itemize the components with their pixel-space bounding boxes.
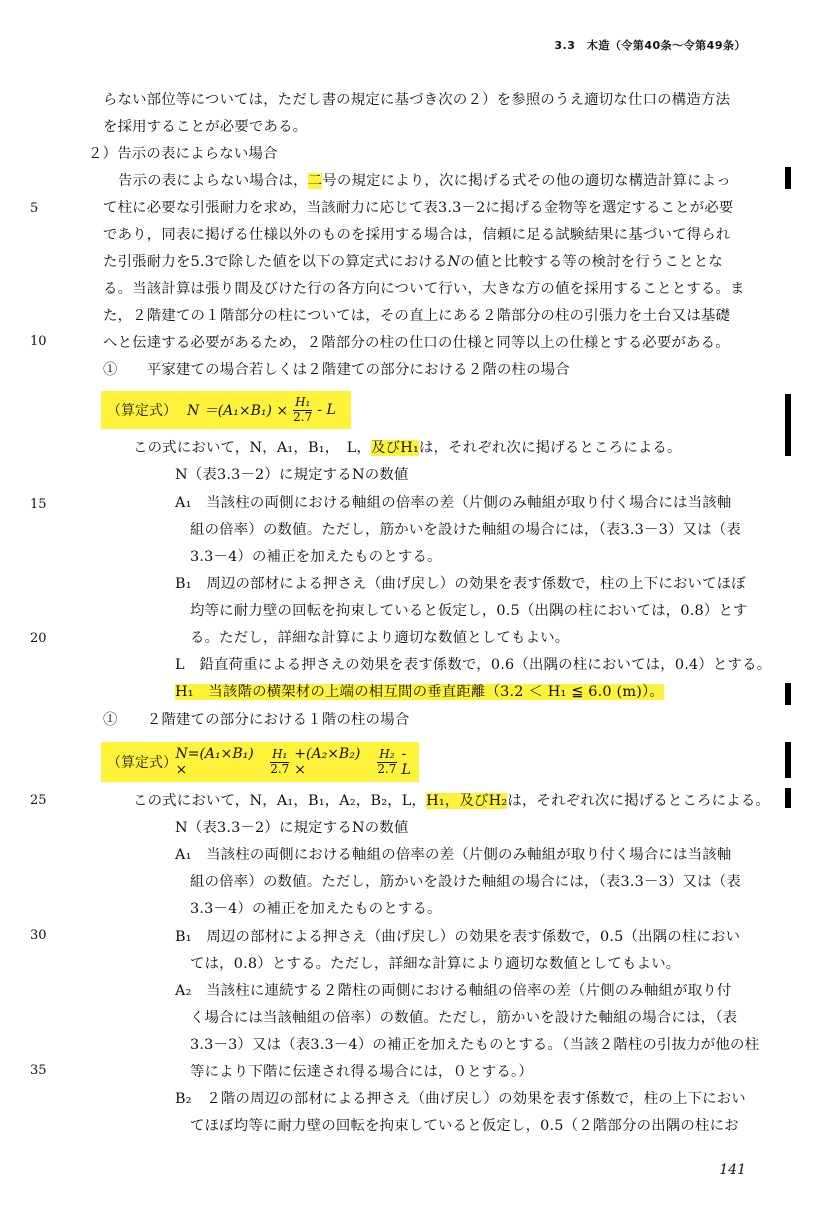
definition-line: 組の倍率）の数値。ただし，筋かいを設けた軸組の場合には，（表3.3－3）又は（表 [190, 874, 741, 890]
revision-bar [785, 394, 791, 456]
formula-lhs: N=(A₁×B₁) × [175, 746, 254, 778]
definition-line: 3.3－4）の補正を加えたものとする。 [190, 901, 442, 917]
formula-label: （算定式） [107, 755, 177, 771]
highlight: H₁ 当該階の横架材の上端の相互間の垂直距離（3.2 ＜ H₁ ≦ 6.0 (m)）。 [175, 684, 664, 700]
definition-line: B₁ 周辺の部材による押さえ（曲げ戻し）の効果を表す係数で，0.5（出隅の柱におい [175, 929, 741, 945]
numerator: H₁ [295, 394, 311, 409]
definition-line: L 鉛直荷重による押さえの効果を表す係数で，0.6（出隅の柱においては，0.4）とする。 [175, 657, 772, 673]
body-line: であり，同表に掲げる仕様以外のものを採用する場合は，信頼に足る試験結果に基づいて得られ [103, 227, 731, 243]
definition-line: 3.3－3）又は（表3.3－4）の補正を加えたものとする。（当該２階柱の引抜力が他の柱 [190, 1037, 760, 1053]
revision-bar [785, 788, 791, 808]
definition-line: ては，0.8）とする。ただし，詳細な計算により適切な数値としてもよい。 [190, 956, 681, 972]
definition-line: A₁ 当該柱の両側における軸組の倍率の差（片側のみ軸組が取り付く場合には当該軸 [175, 847, 732, 863]
formula-middle: +(A₂×B₂) × [294, 746, 361, 778]
text-run: 号の規定により，次に掲げる式その他の適切な構造計算によっ [322, 173, 731, 189]
denominator: 2.7 [270, 761, 290, 776]
fraction [268, 748, 291, 777]
formula-description [133, 794, 770, 808]
page-number: 141 [719, 1162, 746, 1178]
formula-tail: - L [401, 746, 411, 778]
subsection-heading: ２）告示の表によらない場合 [88, 146, 278, 162]
highlight: H₁，及びH₂ [426, 793, 508, 809]
definition-line: る。ただし，詳細な計算により適切な数値としてもよい。 [190, 630, 570, 646]
definition-line: 等により下階に伝達され得る場合には，０とする。） [190, 1064, 533, 1080]
text-run: この式において，N，A₁，B₁，A₂，B₂，L， [133, 793, 427, 809]
revision-bar [785, 167, 791, 189]
body-line: る。当該計算は張り間及びけた行の各方向について行い，大きな方の値を採用することとする。ま [103, 281, 745, 297]
formula-box [101, 391, 351, 429]
case-heading: ① ２階建ての部分における１階の柱の場合 [103, 712, 410, 728]
highlight: 二 [307, 173, 323, 189]
definition-line: 3.3－4）の補正を加えたものとする。 [190, 549, 442, 565]
definition-line: A₁ 当該柱の両側における軸組の倍率の差（片側のみ軸組が取り付く場合には当該軸 [175, 495, 732, 511]
body-line: らない部位等については，ただし書の規定に基づき次の２）を参照のうえ適切な仕口の構造方法 [103, 92, 731, 108]
numerator: H₂ [379, 746, 395, 761]
revision-bar [785, 683, 791, 705]
line-number: 25 [30, 793, 47, 808]
line-number: 5 [30, 201, 39, 216]
formula-tail: - L [317, 402, 336, 418]
highlight: 及びH₁ [371, 440, 419, 456]
numerator: H₁ [272, 746, 288, 761]
text-run: は，それぞれ次に掲げるところによる。 [418, 440, 682, 456]
line-number: 30 [30, 928, 47, 943]
line-number: 20 [30, 631, 47, 646]
fraction [291, 396, 314, 425]
definition-line: 組の倍率）の数値。ただし，筋かいを設けた軸組の場合には，（表3.3－3）又は（表 [190, 522, 741, 538]
text-run: は，それぞれ次に掲げるところによる。 [507, 793, 771, 809]
line-number: 35 [30, 1063, 47, 1078]
definition-line: てほぼ均等に耐力壁の回転を拘束していると仮定し，0.5（２階部分の出隅の柱にお [190, 1118, 739, 1134]
formula-box [101, 742, 419, 782]
body-line: へと伝達する必要があるため，２階部分の柱の仕口の仕様と同等以上の仕様とする必要がある。 [103, 335, 730, 351]
text-run: 告示の表によらない場合は， [118, 173, 308, 189]
formula-description [133, 441, 682, 455]
running-header: 3.3 木造（令第40条～令第49条） [554, 39, 746, 52]
definition-line: N（表3.3－2）に規定するNの数値 [175, 820, 409, 836]
body-line [103, 255, 723, 269]
definition-line-highlighted [175, 685, 664, 699]
text-run: の値と比較する等の検討を行うこととな [460, 254, 723, 270]
formula-lhs: N ＝(A₁×B₁) × [187, 403, 289, 419]
definition-line: く場合には当該軸組の倍率）の数値。ただし，筋かいを設けた軸組の場合には，（表 [190, 1010, 738, 1026]
body-line: を採用することが必要である。 [103, 119, 308, 135]
definition-line: B₂ ２階の周辺の部材による押さえ（曲げ戻し）の効果を表す係数で，柱の上下におい [175, 1091, 746, 1107]
definition-line: N（表3.3－2）に規定するNの数値 [175, 467, 409, 483]
line-number: 15 [30, 497, 47, 512]
line-number: 10 [30, 334, 47, 349]
definition-line: B₁ 周辺の部材による押さえ（曲げ戻し）の効果を表す係数で，柱の上下においてほぼ [175, 576, 746, 592]
body-line: た，２階建ての１階部分の柱については，その直上にある２階部分の柱の引張力を土台又は基礎 [103, 308, 731, 324]
denominator: 2.7 [293, 409, 313, 424]
body-line [118, 174, 731, 188]
revision-bar [785, 742, 791, 778]
fraction [375, 748, 398, 777]
body-line: て柱に必要な引張耐力を求め，当該耐力に応じて表3.3－2に掲げる金物等を選定することが必要 [103, 200, 734, 216]
variable: N [447, 254, 461, 270]
case-heading: ① 平家建ての場合若しくは２階建ての部分における２階の柱の場合 [103, 362, 570, 378]
formula-label: （算定式） [107, 403, 177, 419]
text-run: この式において，N，A₁，B₁， L， [133, 440, 372, 456]
definition-line: 均等に耐力壁の回転を拘束していると仮定し，0.5（出隅の柱においては，0.8）とす [190, 603, 748, 619]
definition-line: A₂ 当該柱に連続する２階柱の両側における軸組の倍率の差（片側のみ軸組が取り付 [175, 983, 732, 999]
text-run: た引張耐力を5.3で除した値を以下の算定式における [103, 254, 448, 270]
denominator: 2.7 [377, 761, 397, 776]
